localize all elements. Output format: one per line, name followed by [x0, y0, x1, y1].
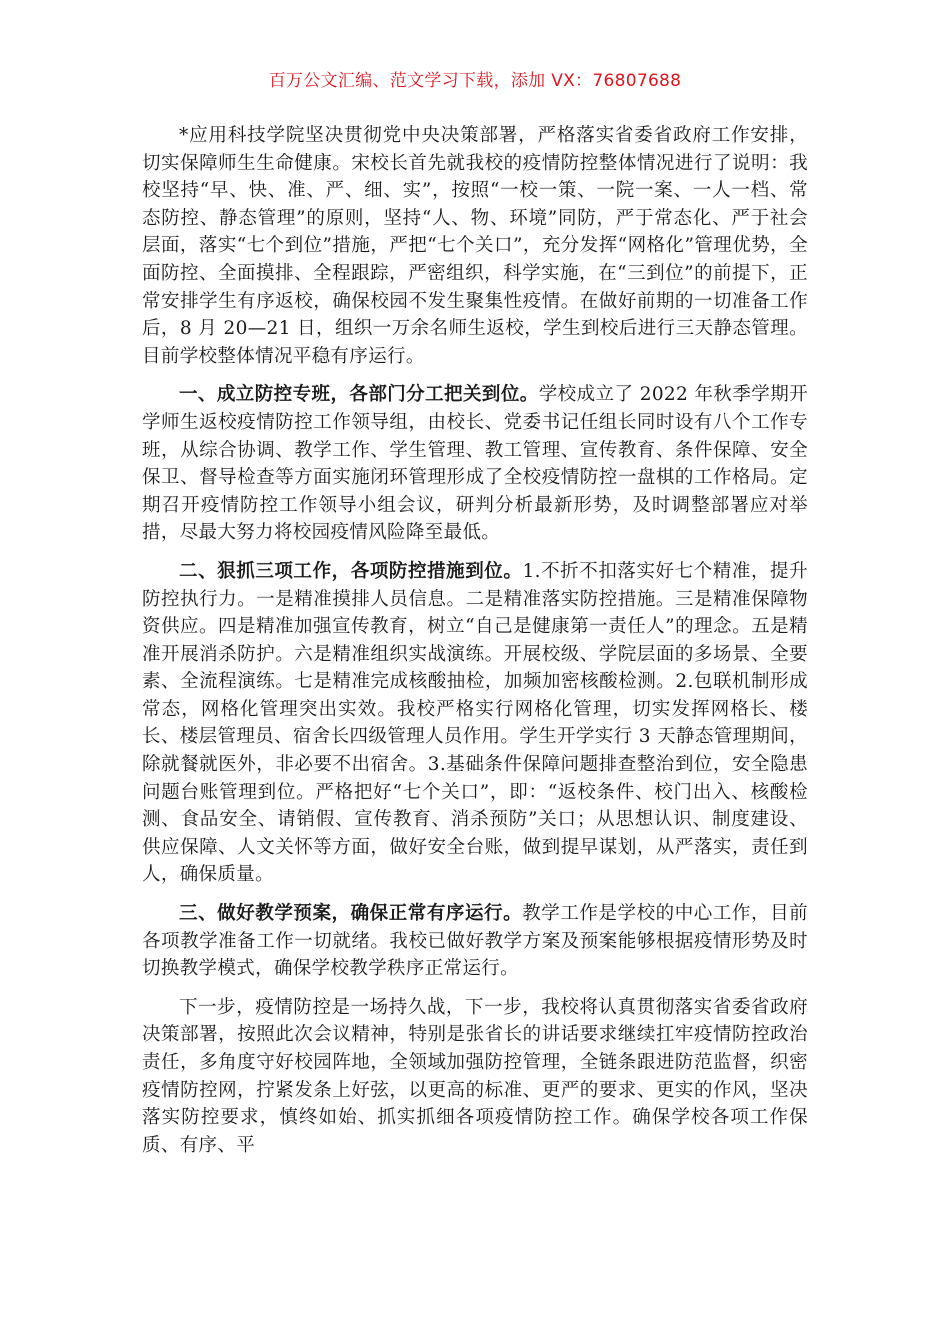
- paragraph-section-3: [142, 900, 808, 983]
- paragraph-text: 下一步，疫情防控是一场持久战，下一步，我校将认真贯彻落实省委省政府决策部署，按照此次会议精神，特别是张省长的讲话要求继续扛牢疫情防控政治责任，多角度守好校园阵地，全领域加强防控管理，全链条跟进防范监督，织密疫情防控网，拧紧发条上好弦，以更高的标准、更严的要求、更实的作风，坚决落实防控要求，慎终如始、抓实抓细各项疫情防控工作。确保学校各项工作保质、有序、平: [142, 996, 808, 1156]
- section-heading: 二、狠抓三项工作，各项防控措施到位。: [179, 560, 523, 582]
- paragraph-text: 学校成立了 2022 年秋季学期开学师生返校疫情防控工作领导组，由校长、党委书记任组长同时设有八个工作专班，从综合协调、教学工作、学生管理、教工管理、宣传教育、条件保障、安全保卫、督导检查等方面实施闭环管理形成了全校疫情防控一盘棋的工作格局。定期召开疫情防控工作领导小组会议，研判分析最新形势，及时调整部署应对举措，尽最大努力将校园疫情风险降至最低。: [142, 384, 808, 544]
- paragraph-text: 1.不折不扣落实好七个精准，提升防控执行力。一是精准摸排人员信息。二是精准落实防控措施。三是精准保障物资供应。四是精准加强宣传教育，树立“自己是健康第一责任人”的理念。五是精准开展消杀防护。六是精准组织实战演练。开展校级、学院层面的多场景、全要素、全流程演练。七是精准完成核酸抽检，加频加密核酸检测。2.包联机制形成常态，网格化管理突出实效。我校严格实行网格化管理，切实发挥网格长、楼长、楼层管理员、宿舍长四级管理人员作用。学生开学实行 3 天静态管理期间，除就餐就医外，非必要不出宿舍。3.基础条件保障问题排查整治到位，安全隐患问题台账管理到位。严格把好“七个关口”，即：“返校条件、校门出入、核酸检测、食品安全、请销假、宣传教育、消杀预防”关口；从思想认识、制度建设、供应保障、人文关怀等方面，做好安全台账，做到提早谋划，从严落实，责任到人，确保质量。: [142, 560, 808, 886]
- paragraph-text: *应用科技学院坚决贯彻党中央决策部署，严格落实省委省政府工作安排，切实保障师生生命健康。宋校长首先就我校的疫情防控整体情况进行了说明：我校坚持“早、快、准、严、细、实”，按照“一校一策、一院一案、一人一档、常态防控、静态管理”的原则，坚持“人、物、环境”同防，严于常态化、严于社会层面，落实“七个到位”措施，严把“七个关口”，充分发挥“网格化”管理优势，全面防控、全面摸排、全程跟踪，严密组织，科学实施，在“三到位”的前提下，正常安排学生有序返校，确保校园不发生聚集性疫情。在做好前期的一切准备工作后，8 月 20—21 日，组织一万余名师生返校，学生到校后进行三天静态管理。目前学校整体情况平稳有序运行。: [142, 125, 808, 367]
- document-body: [142, 122, 808, 1170]
- section-heading: 三、做好教学预案，确保正常有序运行。: [179, 903, 523, 925]
- paragraph-section-1: [142, 381, 808, 547]
- paragraph-text: 教学工作是学校的中心工作，目前各项教学准备工作一切就绪。我校已做好教学方案及预案能够根据疫情形势及时切换教学模式，确保学校教学秩序正常运行。: [142, 903, 808, 980]
- paragraph-next-steps: [142, 994, 808, 1160]
- paragraph-intro: [142, 122, 808, 370]
- section-heading: 一、成立防控专班，各部门分工把关到位。: [179, 384, 539, 406]
- paragraph-section-2: [142, 558, 808, 889]
- watermark-header: 百万公文汇编、范文学习下载，添加 VX：76807688: [268, 71, 682, 91]
